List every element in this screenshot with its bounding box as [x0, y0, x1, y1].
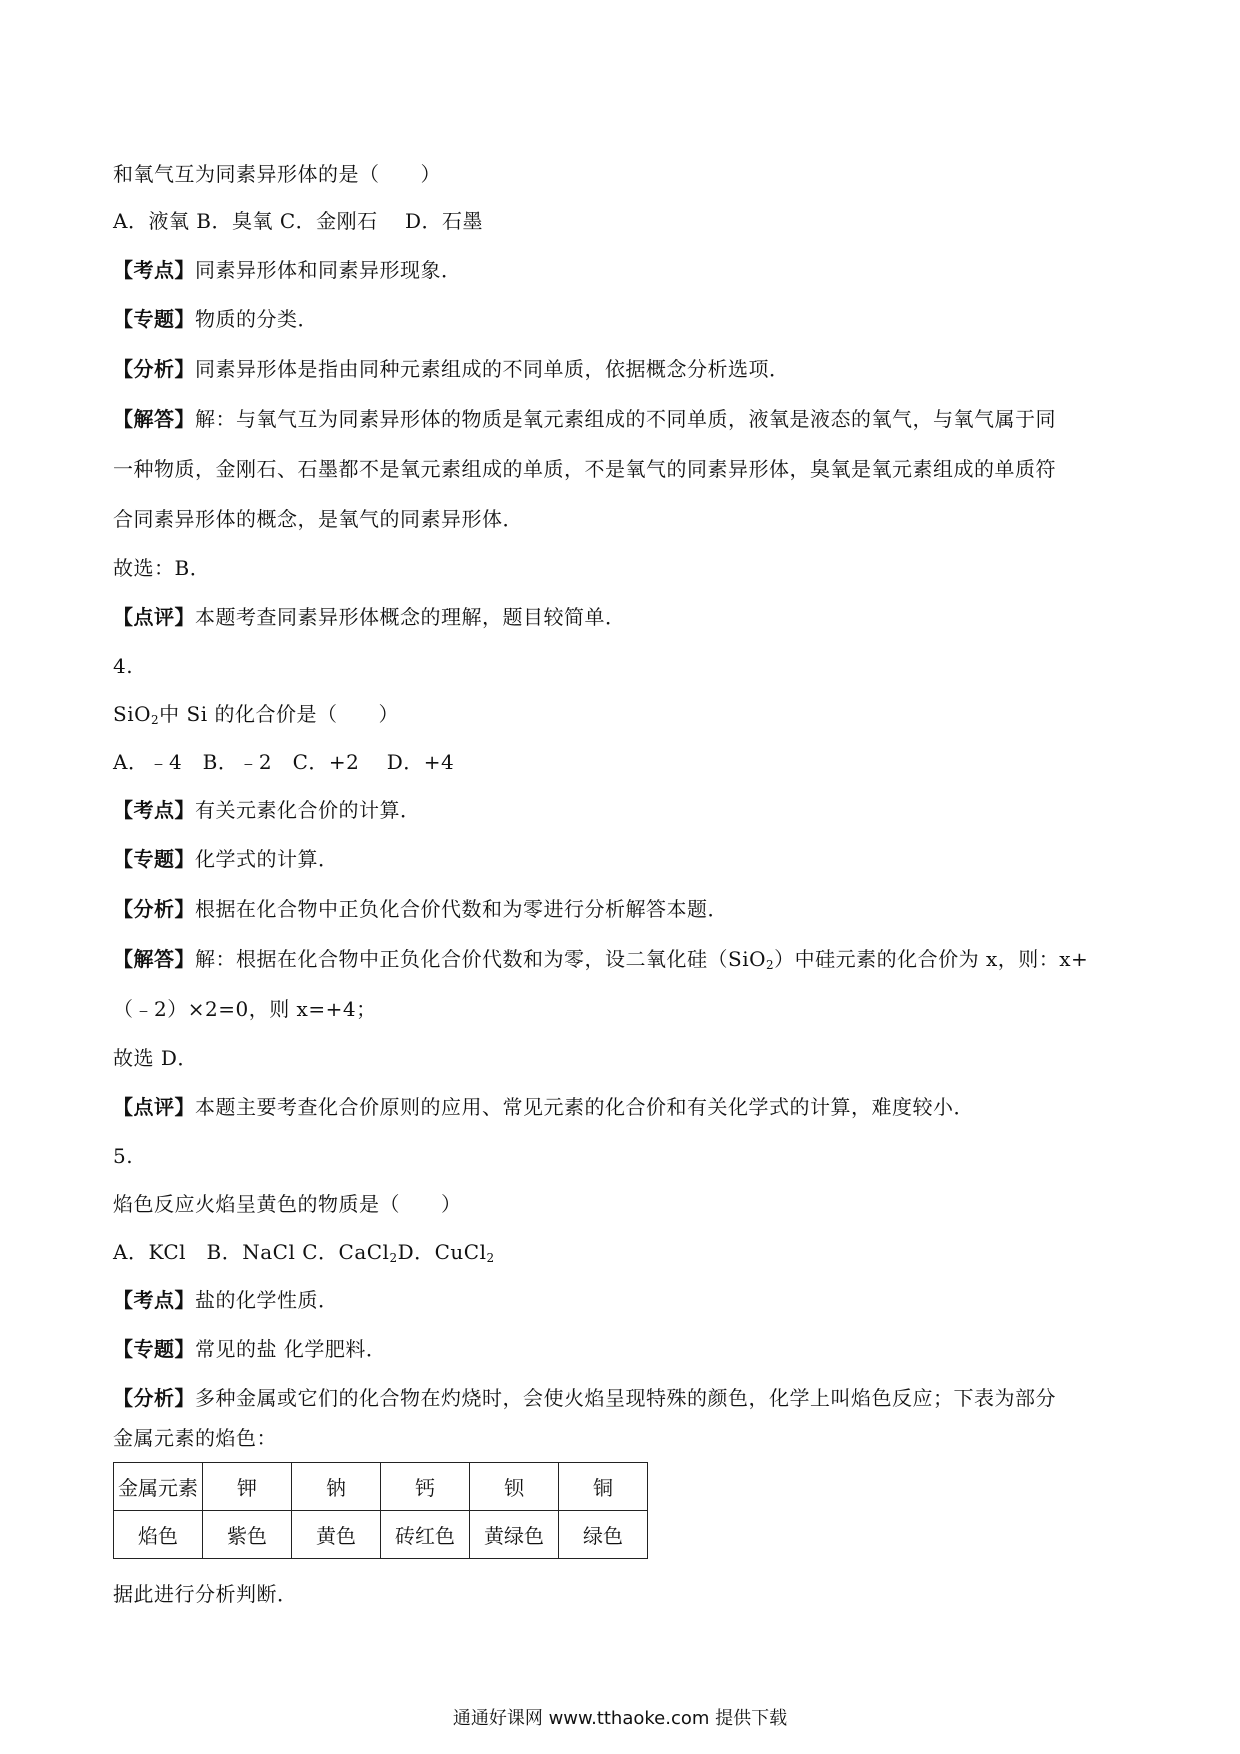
fenxi-text: 同素异形体是指由同种元素组成的不同单质，依据概念分析选项． — [195, 357, 790, 381]
q3-answer: 故选：B． — [113, 556, 211, 580]
q3-jieda-line2: 一种物质，金刚石、石墨都不是氧元素组成的单质，不是氧气的同素异形体，臭氧是氧元素组成的单质符 — [113, 457, 1056, 481]
q5-subscript-2: 2 — [486, 1251, 495, 1265]
fenxi-tag: 【分析】 — [113, 897, 195, 921]
q5-subscript-1: 2 — [389, 1251, 398, 1265]
table-cell: 砖红色 — [381, 1511, 470, 1559]
table-cell: 焰色 — [114, 1511, 203, 1559]
q3-jieda — [113, 405, 1056, 433]
kaodian-tag: 【考点】 — [113, 258, 195, 282]
table-cell: 紫色 — [203, 1511, 292, 1559]
q4-options: A．﹣4 B．﹣2 C．+2 D．+4 — [113, 750, 455, 774]
jieda-text: 解：与氧气互为同素异形体的物质是氧元素组成的不同单质，液氧是液态的氧气，与氧气属于同 — [195, 407, 1056, 431]
table-cell: 钾 — [203, 1463, 292, 1511]
table-cell: 钙 — [381, 1463, 470, 1511]
q4-stem-subscript: 2 — [151, 713, 160, 727]
q3-options: A．液氧 B．臭氧 C．金刚石 D．石墨 — [113, 209, 484, 233]
q5-fenxi-line2: 金属元素的焰色： — [113, 1426, 277, 1450]
table-cell: 黄绿色 — [470, 1511, 559, 1559]
q5-options — [113, 1238, 495, 1266]
q4-jieda-line2: （﹣2）×2=0，则 x=+4； — [113, 997, 377, 1021]
q4-stem-formula: SiO — [113, 702, 151, 726]
q4-dianping — [113, 1093, 974, 1121]
fenxi-tag: 【分析】 — [113, 1386, 195, 1410]
q5-after-table: 据此进行分析判断． — [113, 1582, 298, 1606]
dianping-text: 本题考查同素异形体概念的理解，题目较简单． — [195, 605, 626, 629]
table-cell: 钡 — [470, 1463, 559, 1511]
flame-color-table — [113, 1462, 648, 1559]
zhuanti-tag: 【专题】 — [113, 1337, 195, 1361]
q3-dianping — [113, 603, 626, 631]
jieda-tag: 【解答】 — [113, 947, 195, 971]
q5-number: 5. — [113, 1144, 134, 1168]
jieda-text-a: 解：根据在化合物中正负化合价代数和为零，设二氧化硅（SiO — [195, 947, 766, 971]
table-cell: 绿色 — [559, 1511, 648, 1559]
q3-zhuanti — [113, 305, 318, 333]
table-row — [114, 1463, 648, 1511]
q3-jieda-line3: 合同素异形体的概念，是氧气的同素异形体． — [113, 507, 523, 531]
dianping-tag: 【点评】 — [113, 605, 195, 629]
q5-options-a: A．KCl B．NaCl C．CaCl — [113, 1240, 390, 1264]
q4-fenxi — [113, 895, 728, 923]
jieda-subscript: 2 — [766, 958, 775, 972]
q5-stem: 焰色反应火焰呈黄色的物质是（ ） — [113, 1192, 462, 1216]
zhuanti-text: 物质的分类． — [195, 307, 318, 331]
kaodian-tag: 【考点】 — [113, 1288, 195, 1312]
q4-zhuanti — [113, 845, 339, 873]
q3-fenxi — [113, 355, 790, 383]
page-footer: 通通好课网 www.tthaoke.com 提供下载 — [452, 1708, 788, 1729]
fenxi-text: 多种金属或它们的化合物在灼烧时，会使火焰呈现特殊的颜色，化学上叫焰色反应；下表为部分 — [195, 1386, 1056, 1410]
zhuanti-tag: 【专题】 — [113, 847, 195, 871]
q5-fenxi — [113, 1384, 1056, 1412]
table-cell: 钠 — [292, 1463, 381, 1511]
fenxi-text: 根据在化合物中正负化合价代数和为零进行分析解答本题． — [195, 897, 728, 921]
kaodian-text: 盐的化学性质． — [195, 1288, 339, 1312]
q5-kaodian — [113, 1286, 339, 1314]
table-row — [114, 1511, 648, 1559]
q5-zhuanti — [113, 1335, 386, 1363]
jieda-text-b: ）中硅元素的化合价为 x，则：x+ — [774, 947, 1089, 971]
dianping-tag: 【点评】 — [113, 1095, 195, 1119]
fenxi-tag: 【分析】 — [113, 357, 195, 381]
q4-answer: 故选 D． — [113, 1046, 198, 1070]
q4-jieda — [113, 945, 1088, 973]
kaodian-text: 同素异形体和同素异形现象． — [195, 258, 462, 282]
table-cell: 铜 — [559, 1463, 648, 1511]
kaodian-text: 有关元素化合价的计算． — [195, 798, 421, 822]
q4-number: 4. — [113, 654, 134, 678]
jieda-tag: 【解答】 — [113, 407, 195, 431]
q4-stem-text: 中 Si 的化合价是（ ） — [159, 702, 399, 726]
zhuanti-text: 化学式的计算． — [195, 847, 339, 871]
table-cell: 金属元素 — [114, 1463, 203, 1511]
q3-kaodian — [113, 256, 462, 284]
zhuanti-tag: 【专题】 — [113, 307, 195, 331]
q5-options-b: D．CuCl — [397, 1240, 487, 1264]
q3-stem: 和氧气互为同素异形体的是（ ） — [113, 162, 441, 186]
q4-kaodian — [113, 796, 421, 824]
zhuanti-text: 常见的盐 化学肥料． — [195, 1337, 387, 1361]
table-cell: 黄色 — [292, 1511, 381, 1559]
dianping-text: 本题主要考查化合价原则的应用、常见元素的化合价和有关化学式的计算，难度较小． — [195, 1095, 974, 1119]
q4-stem — [113, 700, 399, 728]
kaodian-tag: 【考点】 — [113, 798, 195, 822]
